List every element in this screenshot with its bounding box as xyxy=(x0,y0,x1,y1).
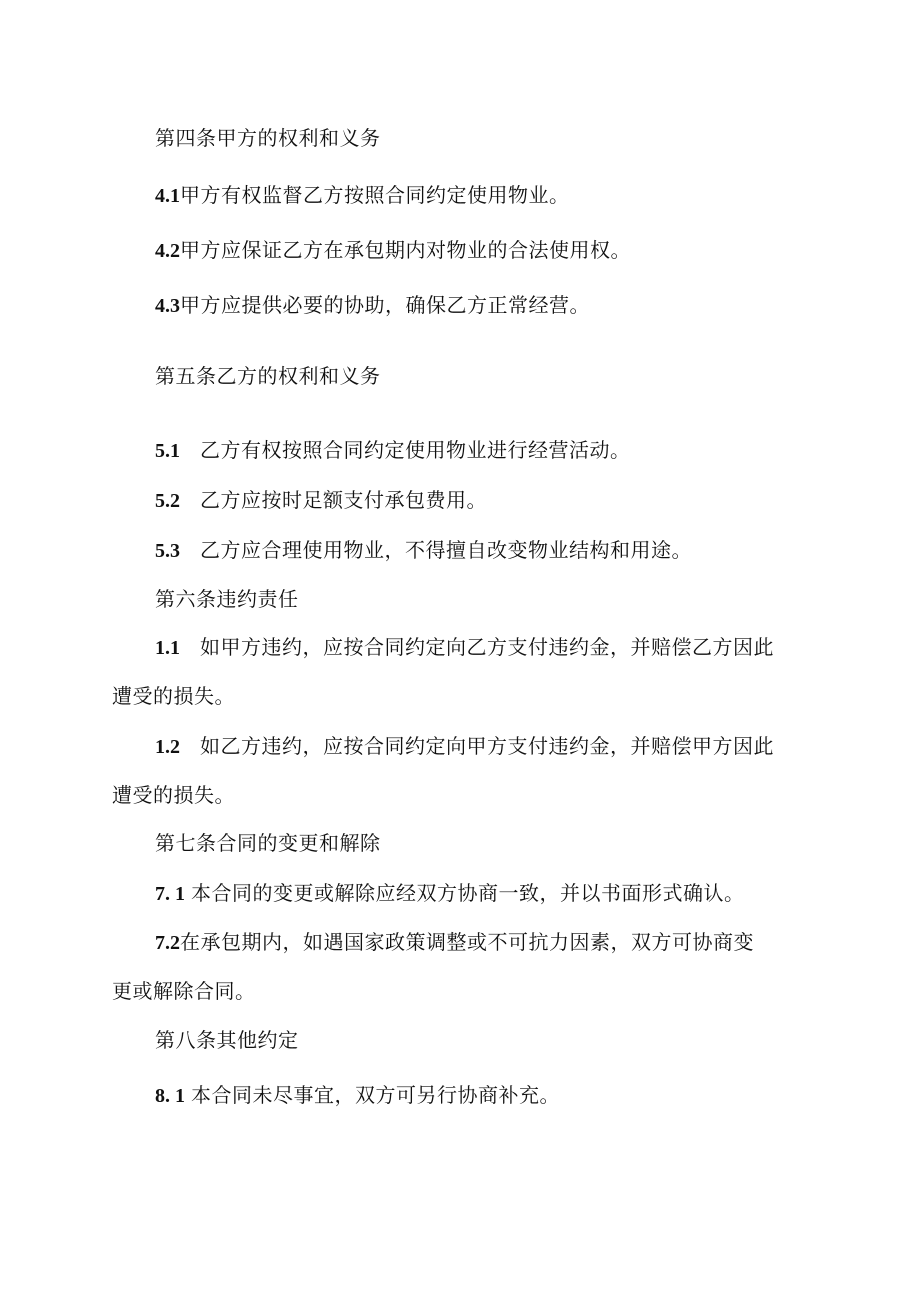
section-5-heading: 第五条乙方的权利和义务 xyxy=(155,364,381,388)
section-4-heading: 第四条甲方的权利和义务 xyxy=(155,126,381,150)
clause-5-1 xyxy=(155,435,855,466)
clause-5-2 xyxy=(155,485,855,516)
clause-text: 乙方有权按照合同约定使用物业进行经营活动。 xyxy=(200,438,631,462)
clause-text: 如乙方违约，应按合同约定向甲方支付违约金，并赔偿甲方因此 xyxy=(200,734,774,758)
clause-6-1 xyxy=(155,632,855,663)
clause-text: 乙方应合理使用物业，不得擅自改变物业结构和用途。 xyxy=(200,538,692,562)
clause-number: 8. 1 xyxy=(155,1085,185,1107)
clause-4-3 xyxy=(155,290,855,321)
clause-number: 1.1 xyxy=(155,637,180,659)
clause-number: 5.1 xyxy=(155,440,180,462)
section-6-heading: 第六条违约责任 xyxy=(155,587,299,611)
clause-6-2 xyxy=(155,731,855,762)
section-8-heading: 第八条其他约定 xyxy=(155,1028,299,1052)
clause-text: 本合同未尽事宜，双方可另行协商补充。 xyxy=(191,1083,560,1107)
clause-6-1-continuation: 遭受的损失。 xyxy=(112,684,235,708)
clause-7-2-continuation: 更或解除合同。 xyxy=(112,979,256,1003)
clause-number: 4.2 xyxy=(155,240,180,262)
clause-number: 5.2 xyxy=(155,490,180,512)
clause-4-1 xyxy=(155,180,855,211)
clause-number: 5.3 xyxy=(155,540,180,562)
clause-text: 如甲方违约，应按合同约定向乙方支付违约金，并赔偿乙方因此 xyxy=(200,635,774,659)
clause-4-2 xyxy=(155,235,855,266)
clause-text: 甲方有权监督乙方按照合同约定使用物业。 xyxy=(180,183,570,207)
clause-text: 甲方应保证乙方在承包期内对物业的合法使用权。 xyxy=(180,238,631,262)
clause-number: 4.3 xyxy=(155,295,180,317)
section-7-heading: 第七条合同的变更和解除 xyxy=(155,831,381,855)
clause-5-3 xyxy=(155,535,855,566)
clause-text: 甲方应提供必要的协助，确保乙方正常经营。 xyxy=(180,293,590,317)
clause-text: 乙方应按时足额支付承包费用。 xyxy=(200,488,487,512)
clause-number: 4.1 xyxy=(155,185,180,207)
clause-number: 7.2 xyxy=(155,932,180,954)
clause-number: 1.2 xyxy=(155,736,180,758)
clause-6-2-continuation: 遭受的损失。 xyxy=(112,783,235,807)
clause-7-1 xyxy=(155,878,855,909)
clause-7-2 xyxy=(155,927,855,958)
clause-8-1 xyxy=(155,1080,855,1111)
clause-number: 7. 1 xyxy=(155,883,185,905)
clause-text: 本合同的变更或解除应经双方协商一致，并以书面形式确认。 xyxy=(191,881,745,905)
clause-text: 在承包期内，如遇国家政策调整或不可抗力因素，双方可协商变 xyxy=(180,930,754,954)
